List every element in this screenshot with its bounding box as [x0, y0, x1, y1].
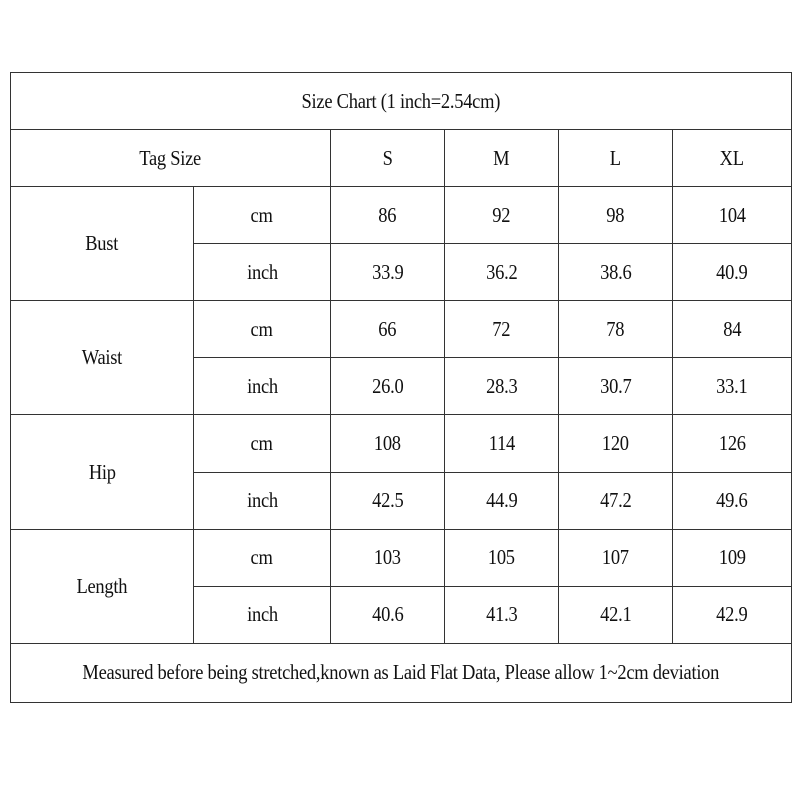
value: 42.5	[371, 488, 404, 513]
value: 40.9	[716, 259, 748, 284]
value-cell	[559, 301, 673, 358]
value: 44.9	[485, 488, 518, 513]
value-cell	[673, 586, 792, 643]
chart-title-cell	[11, 73, 792, 130]
value-cell	[331, 529, 445, 586]
size-header: S	[382, 145, 393, 170]
measurement-name: Hip	[88, 459, 116, 484]
value-cell	[673, 187, 792, 244]
tag-size-label: Tag Size	[139, 145, 202, 170]
value: 26.0	[371, 373, 404, 398]
value-cell	[673, 472, 792, 529]
footnote: Measured before being stretched,known as Laid Flat Data, Please allow 1~2cm deviation	[82, 660, 720, 685]
value-cell	[559, 187, 673, 244]
title-row	[11, 73, 792, 130]
footnote-row	[11, 643, 792, 702]
table-row	[11, 187, 792, 244]
measurement-name-cell	[11, 187, 194, 301]
measurement-name: Length	[76, 573, 128, 598]
value: 28.3	[485, 373, 518, 398]
value-cell	[331, 415, 445, 472]
value: 92	[492, 202, 511, 227]
measurement-name-cell	[11, 301, 194, 415]
value: 105	[488, 545, 515, 570]
value-cell	[445, 187, 559, 244]
value: 104	[718, 202, 746, 227]
value-cell	[331, 586, 445, 643]
value: 41.3	[485, 602, 518, 627]
size-header-cell	[559, 130, 673, 187]
unit-label: cm	[250, 316, 274, 341]
measurement-name: Waist	[81, 345, 123, 370]
value: 38.6	[599, 259, 632, 284]
value: 114	[488, 431, 515, 455]
value: 36.2	[485, 259, 518, 284]
value: 78	[606, 316, 625, 341]
measurement-name-cell	[11, 529, 194, 643]
table-row	[11, 529, 792, 586]
unit-cell	[194, 187, 331, 244]
value-cell	[559, 472, 673, 529]
value-cell	[331, 358, 445, 415]
value-cell	[445, 529, 559, 586]
value: 108	[374, 431, 401, 455]
size-chart-table	[10, 72, 792, 703]
unit-cell	[194, 472, 331, 529]
size-header: M	[493, 145, 510, 170]
value: 107	[602, 545, 629, 570]
unit-label: cm	[250, 545, 274, 570]
measurement-name: Bust	[85, 231, 119, 256]
value: 30.7	[599, 373, 632, 398]
value: 126	[718, 431, 746, 455]
value-cell	[559, 358, 673, 415]
value-cell	[559, 415, 673, 472]
size-header-row	[11, 130, 792, 187]
value: 40.6	[371, 602, 404, 627]
size-header-cell	[331, 130, 445, 187]
value: 42.1	[599, 602, 632, 627]
value-cell	[559, 586, 673, 643]
value-cell	[445, 415, 559, 472]
unit-label: inch	[246, 259, 278, 284]
value-cell	[331, 301, 445, 358]
value-cell	[673, 415, 792, 472]
measurement-name-cell	[11, 415, 194, 529]
value-cell	[673, 301, 792, 358]
value: 103	[374, 545, 401, 570]
unit-label: inch	[246, 488, 278, 513]
unit-cell	[194, 415, 331, 472]
value: 72	[492, 316, 511, 341]
size-header-cell	[445, 130, 559, 187]
value: 47.2	[599, 488, 632, 513]
size-header: L	[609, 145, 622, 170]
size-header-cell	[673, 130, 792, 187]
footnote-cell	[11, 643, 792, 702]
value-cell	[445, 244, 559, 301]
unit-cell	[194, 586, 331, 643]
value-cell	[445, 358, 559, 415]
chart-title: Size Chart (1 inch=2.54cm)	[301, 88, 501, 113]
value: 98	[606, 202, 625, 227]
value: 86	[378, 202, 397, 227]
value-cell	[673, 244, 792, 301]
size-header: XL	[719, 145, 745, 170]
value: 120	[602, 431, 629, 455]
unit-label: cm	[250, 431, 274, 455]
tag-size-cell	[11, 130, 331, 187]
value-cell	[673, 529, 792, 586]
unit-label: cm	[250, 202, 274, 227]
value-cell	[331, 244, 445, 301]
value-cell	[445, 586, 559, 643]
value: 49.6	[716, 488, 748, 513]
value: 33.1	[716, 373, 748, 398]
value: 33.9	[371, 259, 404, 284]
value-cell	[559, 529, 673, 586]
unit-label: inch	[246, 602, 278, 627]
value: 109	[718, 545, 746, 570]
table-row	[11, 301, 792, 358]
unit-cell	[194, 358, 331, 415]
unit-cell	[194, 244, 331, 301]
table-row	[11, 415, 792, 472]
value: 66	[378, 316, 397, 341]
unit-cell	[194, 301, 331, 358]
unit-label: inch	[246, 373, 278, 398]
value-cell	[445, 301, 559, 358]
value-cell	[331, 187, 445, 244]
value-cell	[331, 472, 445, 529]
unit-cell	[194, 529, 331, 586]
value-cell	[445, 472, 559, 529]
value: 42.9	[716, 602, 748, 627]
value-cell	[559, 244, 673, 301]
value: 84	[723, 316, 742, 341]
value-cell	[673, 358, 792, 415]
